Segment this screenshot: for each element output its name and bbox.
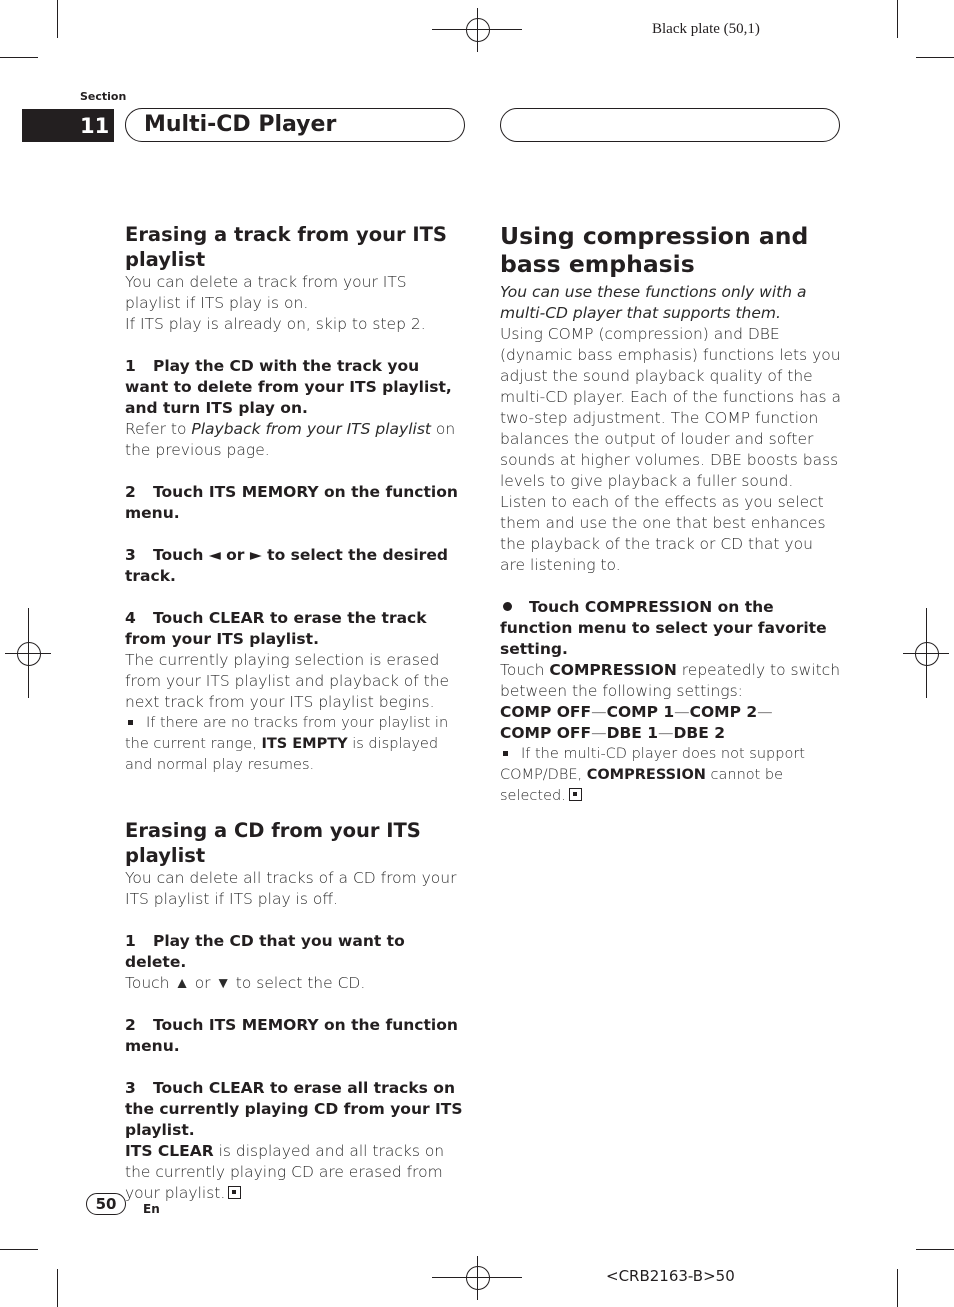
plate-label: Black plate (50,1): [652, 21, 760, 37]
registration-circle-left: [17, 642, 41, 666]
left-arrow-icon: ◄: [208, 546, 221, 564]
registration-circle-bottom: [466, 1266, 490, 1290]
erase-track-step-1-body: Refer to Playback from your ITS playlist on the previous page.: [125, 420, 456, 459]
erase-track-intro-1: You can delete a track from your ITS playlist if ITS play is on.: [125, 273, 407, 312]
crop-mark: [916, 1249, 954, 1250]
registration-circle-right: [915, 642, 939, 666]
erase-cd-step-3: 3 Touch CLEAR to erase all tracks on the currently playing CD from your ITS playlist.: [125, 1079, 463, 1139]
note-square-icon: [503, 751, 508, 756]
erase-track-step-1: 1 Play the CD with the track you want to delete from your ITS playlist, and turn ITS play on.: [125, 357, 452, 417]
right-column: [500, 222, 842, 807]
erase-cd-intro: You can delete all tracks of a CD from your ITS playlist if ITS play is off.: [125, 869, 457, 908]
crop-mark: [897, 1269, 898, 1307]
crop-mark: [0, 57, 38, 58]
erase-cd-step-1: 1 Play the CD that you want to delete.: [125, 932, 405, 971]
section-label: Section: [80, 90, 127, 103]
erase-track-step-4: 4 Touch CLEAR to erase the track from your ITS playlist.: [125, 609, 427, 648]
erase-cd-step-1-body: Touch ▲ or ▼ to select the CD.: [125, 974, 366, 992]
heading-erase-cd: Erasing a CD from your ITS playlist: [125, 819, 421, 867]
settings-line-1: COMP OFF—COMP 1—COMP 2—: [500, 703, 773, 721]
left-column: [125, 222, 465, 1204]
right-arrow-icon: ►: [249, 546, 262, 564]
compression-lead: You can use these functions only with a multi-CD player that supports them.: [500, 283, 807, 322]
erase-track-step-2: 2 Touch ITS MEMORY on the function menu.: [125, 483, 458, 522]
bullet-icon: [503, 602, 512, 611]
section-number: 11: [22, 109, 114, 142]
compression-step: Touch COMPRESSION on the function menu to select your favorite setting.: [500, 598, 827, 658]
language-label: En: [143, 1202, 160, 1216]
down-arrow-icon: ▼: [215, 974, 231, 992]
compression-body: Using COMP (compression) and DBE (dynamic bass emphasis) functions lets you adjust the sound playback quality of the multi-CD player. Each of the functions has a two-step adjustment. The COMP function balances the output of louder and softer sounds at higher volumes. DBE boosts bass levels to give playback a fuller sound. Listen to each of the effects as you select them and use the one that best enhances the playback of the track or CD that you are listening to.: [500, 325, 841, 574]
title-frame-empty: [500, 108, 840, 142]
erase-track-step-4-body: The currently playing selection is erased from your ITS playlist and playback of the next track from your ITS playlist begins.: [125, 651, 450, 711]
registration-circle-top: [466, 18, 490, 42]
crop-mark: [897, 0, 898, 38]
crop-mark: [57, 0, 58, 38]
erase-cd-step-2: 2 Touch ITS MEMORY on the function menu.: [125, 1016, 458, 1055]
document-code: <CRB2163-B>50: [606, 1267, 735, 1285]
erase-track-step-3: 3 Touch ◄ or ► to select the desired track.: [125, 546, 448, 585]
compression-touch-body: Touch COMPRESSION repeatedly to switch between the following settings:: [500, 661, 841, 700]
crop-mark: [916, 57, 954, 58]
heading-compression: Using compression and bass emphasis: [500, 222, 809, 278]
erase-track-note: If there are no tracks from your playlist in the current range, ITS EMPTY is displayed and normal play resumes.: [125, 715, 449, 773]
heading-erase-track: Erasing a track from your ITS playlist: [125, 223, 447, 271]
erase-cd-step-3-body: ITS CLEAR is displayed and all tracks on the currently playing CD are erased from your playlist.: [125, 1142, 445, 1202]
end-mark-icon: [569, 788, 582, 801]
up-arrow-icon: ▲: [174, 974, 190, 992]
chapter-title: Multi-CD Player: [125, 108, 465, 142]
note-square-icon: [128, 720, 133, 725]
compression-note: If the multi-CD player does not support COMP/DBE, COMPRESSION cannot be selected.: [500, 746, 805, 804]
erase-track-intro-2: If ITS play is already on, skip to step 2.: [125, 315, 426, 333]
crop-mark: [57, 1269, 58, 1307]
settings-line-2: COMP OFF—DBE 1—DBE 2: [500, 724, 725, 742]
crop-mark: [0, 1249, 38, 1250]
page-number: 50: [86, 1193, 126, 1215]
end-mark-icon: [228, 1186, 241, 1199]
